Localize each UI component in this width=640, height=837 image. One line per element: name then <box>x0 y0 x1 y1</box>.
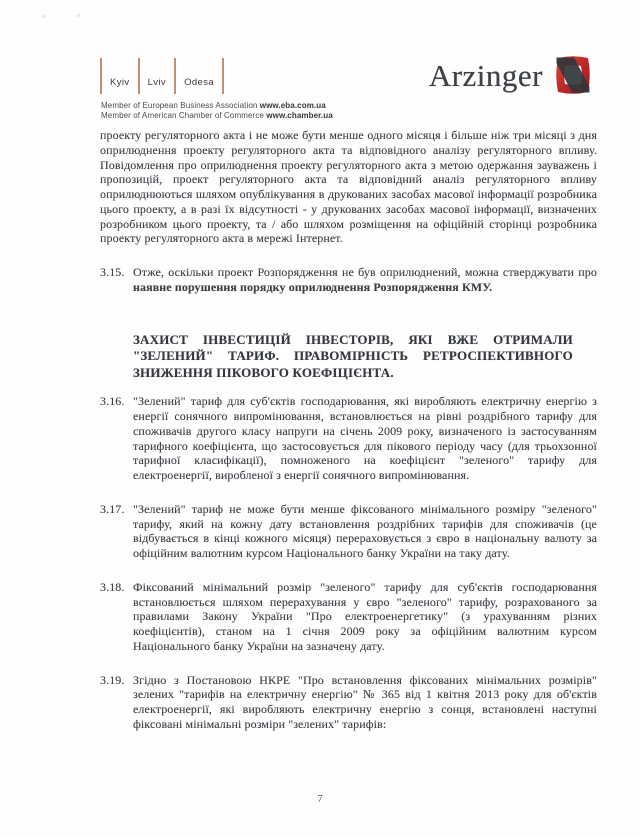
text-segment: проекту регуляторного акта і не може бути менше одного місяця і більше ніж три місяці з дня оприлюднення проекту регуляторного акта та відповідного аналізу регуляторного впливу. Повідомлення про оприлюднення проекту регуляторного акта з метою одержання зауважень і пропозицій, проект регуляторного акта та відповідний аналіз регуляторного впливу оприлюднюються шляхом опублікування в друкованих засобах масової інформації розробника цього проекту, а в разі їх відсутності - у друкованих засобах масової інформації, визначених розробником цього проекту, та / або шляхом розміщення на офіційній сторінці розробника проекту регуляторного акта в мережі Інтернет. <box>100 128 597 246</box>
paragraph-continuation <box>100 128 597 246</box>
city-lviv: Lviv <box>147 77 167 88</box>
scan-speck <box>42 15 45 18</box>
text-segment: "Зелений" тариф не може бути менше фіксованого мінімального розміру "зеленого" тарифу, який на кожну дату встановлення роздрібних тарифів для споживачів (це відбувається в кінці кожного місяця) перераховується з євро в національну валюту за офіційним валютним курсом Національного банку України на таку дату. <box>133 501 597 561</box>
section-heading <box>100 332 573 382</box>
membership-eba <box>101 101 333 111</box>
paragraph-number: 3.15. <box>100 265 125 279</box>
arzinger-z-mark-icon <box>550 53 596 97</box>
paragraph-number: 3.16. <box>100 394 125 409</box>
city-kyiv: Kyiv <box>110 77 130 88</box>
text-segment: Фіксований мінімальний розмір "зеленого" тарифу для суб'єктів господарювання встановлюється шляхом перерахування у євро "зеленого" тарифу, розрахованого за правилами Закону України "Про електроенергетику" (з урахуванням різних коефіцієнтів), станом на 1 січня 2009 року за офіційним валютним курсом Національного банку України на зазначену дату. <box>133 579 597 653</box>
paragraph-number: 3.17. <box>100 501 125 516</box>
membership-acc-text: Member of American Chamber of Commerce <box>101 110 264 120</box>
text-segment: Згідно з Постановою НКРЕ "Про встановлення фіксованих мінімальних розмірів" зелених "тарифів на електричну енергію" № 365 від 1 квітня 2013 року для об'єктів електроенергії, які виробляють електричну енергію з сонця, встановлені наступні фіксовані мінімальні розміри "зелених" тарифів: <box>133 672 597 731</box>
text-segment: ЗАХИСТ ІНВЕСТИЦІЙ ІНВЕСТОРІВ, ЯКІ ВЖЕ ОТРИМАЛИ "ЗЕЛЕНИЙ" ТАРИФ. ПРАВОМІРНІСТЬ РЕТРОСПЕКТИВНОГО ЗНИЖЕННЯ ПІКОВОГО КОЕФІЦІЄНТА. <box>133 331 573 380</box>
office-cities <box>100 58 224 94</box>
paragraph-number: 3.19. <box>100 672 125 687</box>
city-divider <box>100 58 102 94</box>
paragraph-3.17 <box>100 502 597 561</box>
arzinger-logo-text: Arzinger <box>428 57 543 93</box>
arzinger-logo <box>429 53 596 97</box>
membership-acc-url: www.chamber.ua <box>266 110 333 120</box>
scan-speck <box>77 14 80 17</box>
paragraph-3.15 <box>100 265 597 295</box>
paragraph-3.19 <box>100 673 597 732</box>
city-odesa: Odesa <box>184 77 215 88</box>
membership-acc <box>101 111 333 121</box>
paragraph-number: 3.18. <box>100 579 125 594</box>
membership-lines <box>101 101 333 121</box>
membership-eba-text: Member of European Business Association <box>101 101 258 110</box>
paragraph-3.16 <box>100 394 597 483</box>
text-segment: наявне порушення порядку оприлюднення Розпорядження КМУ. <box>133 279 493 294</box>
text-segment: "Зелений" тариф для суб'єктів господарювання, які виробляють електричну енергію з енергії сонячного випромінювання, встановлюється на рівні роздрібного тарифу для споживачів другого класу напруги на січень 2009 року, визначеного із застосуванням тарифного коефіцієнта, що застосовується для пікового періоду часу (для трьохзонної тарифної класифікації), помноженого на коефіцієнт "зеленого" тарифу для електроенергії, виробленої з енергії сонячного випромінювання. <box>133 394 597 483</box>
city-divider <box>138 58 140 94</box>
membership-eba-url: www.eba.com.ua <box>259 101 326 110</box>
paragraph-3.18 <box>100 580 597 654</box>
text-segment: Отже, оскільки проект Розпорядження не був оприлюднений, можна стверджувати про <box>133 265 597 279</box>
document-body <box>100 128 597 751</box>
city-divider <box>174 58 176 94</box>
city-divider <box>222 58 224 94</box>
page-number: 7 <box>317 793 323 805</box>
